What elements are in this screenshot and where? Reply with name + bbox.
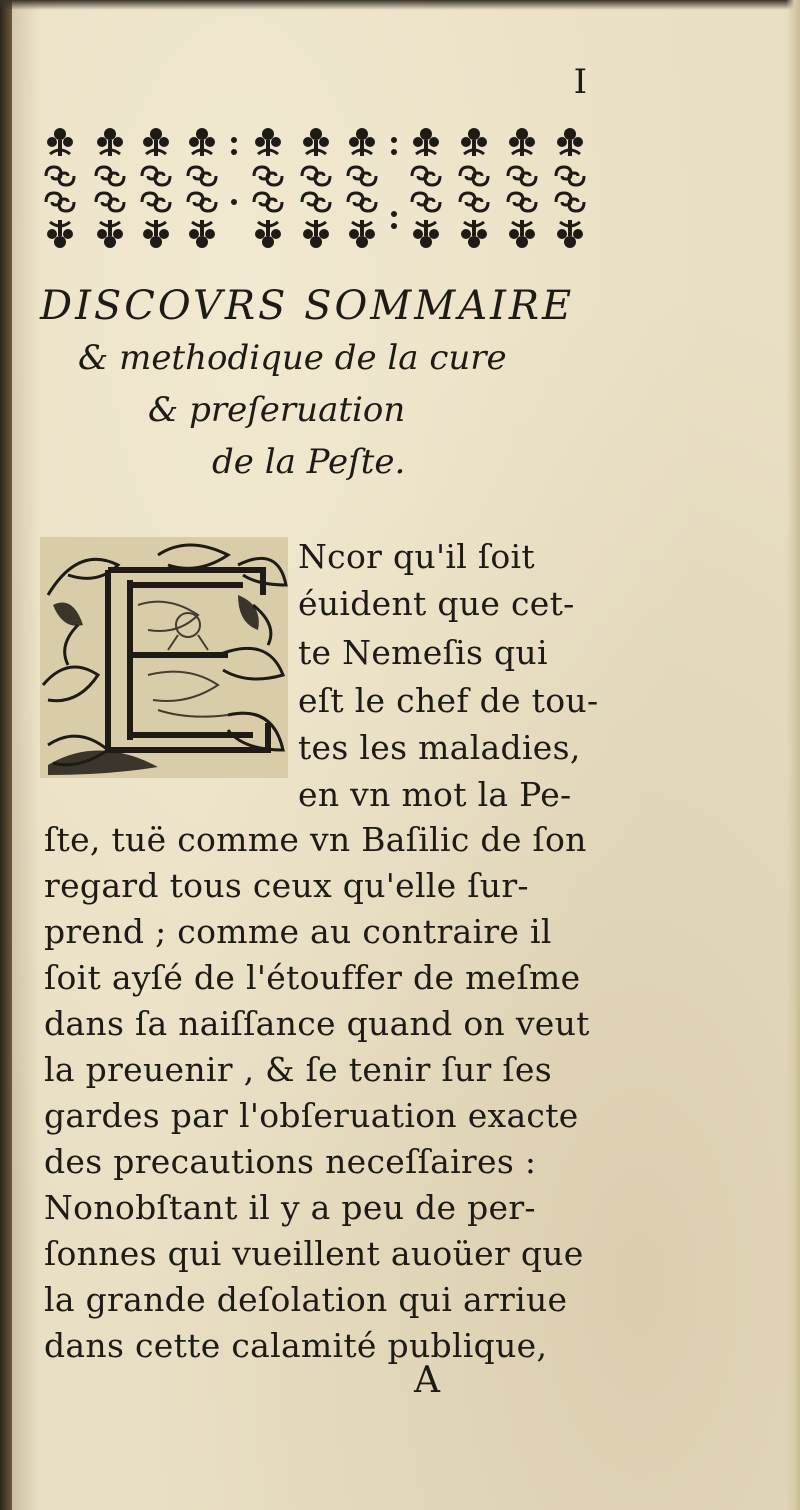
- text-line-13: gardes par l'obſeruation exacte: [44, 1096, 579, 1135]
- heading-line-1: DISCOVRS SOMMAIRE: [40, 283, 575, 329]
- text-line-4: eſt le chef de tou-: [298, 681, 599, 720]
- text-line-1: Ncor qu'il ſoit: [298, 537, 535, 576]
- text-line-7: ſte, tuë comme vn Baſilic de ſon: [44, 820, 587, 859]
- text-line-16: ſonnes qui vueillent auoüer que: [44, 1234, 584, 1273]
- text-line-12: la preuenir , & ſe tenir ſur ſes: [44, 1050, 552, 1089]
- text-line-14: des precautions neceſſaires :: [44, 1142, 537, 1181]
- chapter-heading: [36, 280, 616, 488]
- page-fore-edge: [786, 0, 800, 1510]
- text-line-8: regard tous ceux qu'elle ſur-: [44, 866, 529, 905]
- book-spine-shadow: [0, 0, 12, 1510]
- signature-catchword: A: [414, 1360, 440, 1401]
- text-line-6: en vn mot la Pe-: [298, 775, 572, 814]
- text-line-2: éuident que cet-: [298, 584, 575, 623]
- text-line-5: tes les maladies,: [298, 728, 581, 767]
- text-line-11: dans ſa naiſſance quand on veut: [44, 1004, 590, 1043]
- heading-line-2: & methodique de la cure: [78, 338, 507, 378]
- text-line-17: la grande deſolation qui arriue: [44, 1280, 568, 1319]
- text-line-3: te Nemeſis qui: [298, 633, 548, 672]
- text-line-9: prend ; comme au contraire il: [44, 912, 552, 951]
- fleuron-headpiece-ornament: [38, 118, 590, 258]
- page-number: I: [573, 62, 587, 102]
- text-line-18: dans cette calamité publique,: [44, 1326, 548, 1365]
- text-line-15: Nonobſtant il y a peu de per-: [44, 1188, 536, 1227]
- decorated-initial-letter: [38, 535, 290, 780]
- heading-line-3: & preſeruation: [148, 390, 406, 430]
- text-line-10: ſoit ayſé de l'étouffer de meſme: [44, 958, 581, 997]
- page-top-edge: [0, 0, 800, 10]
- heading-line-4: de la Peſte.: [212, 442, 406, 482]
- drop-cap-letter: E: [38, 535, 39, 536]
